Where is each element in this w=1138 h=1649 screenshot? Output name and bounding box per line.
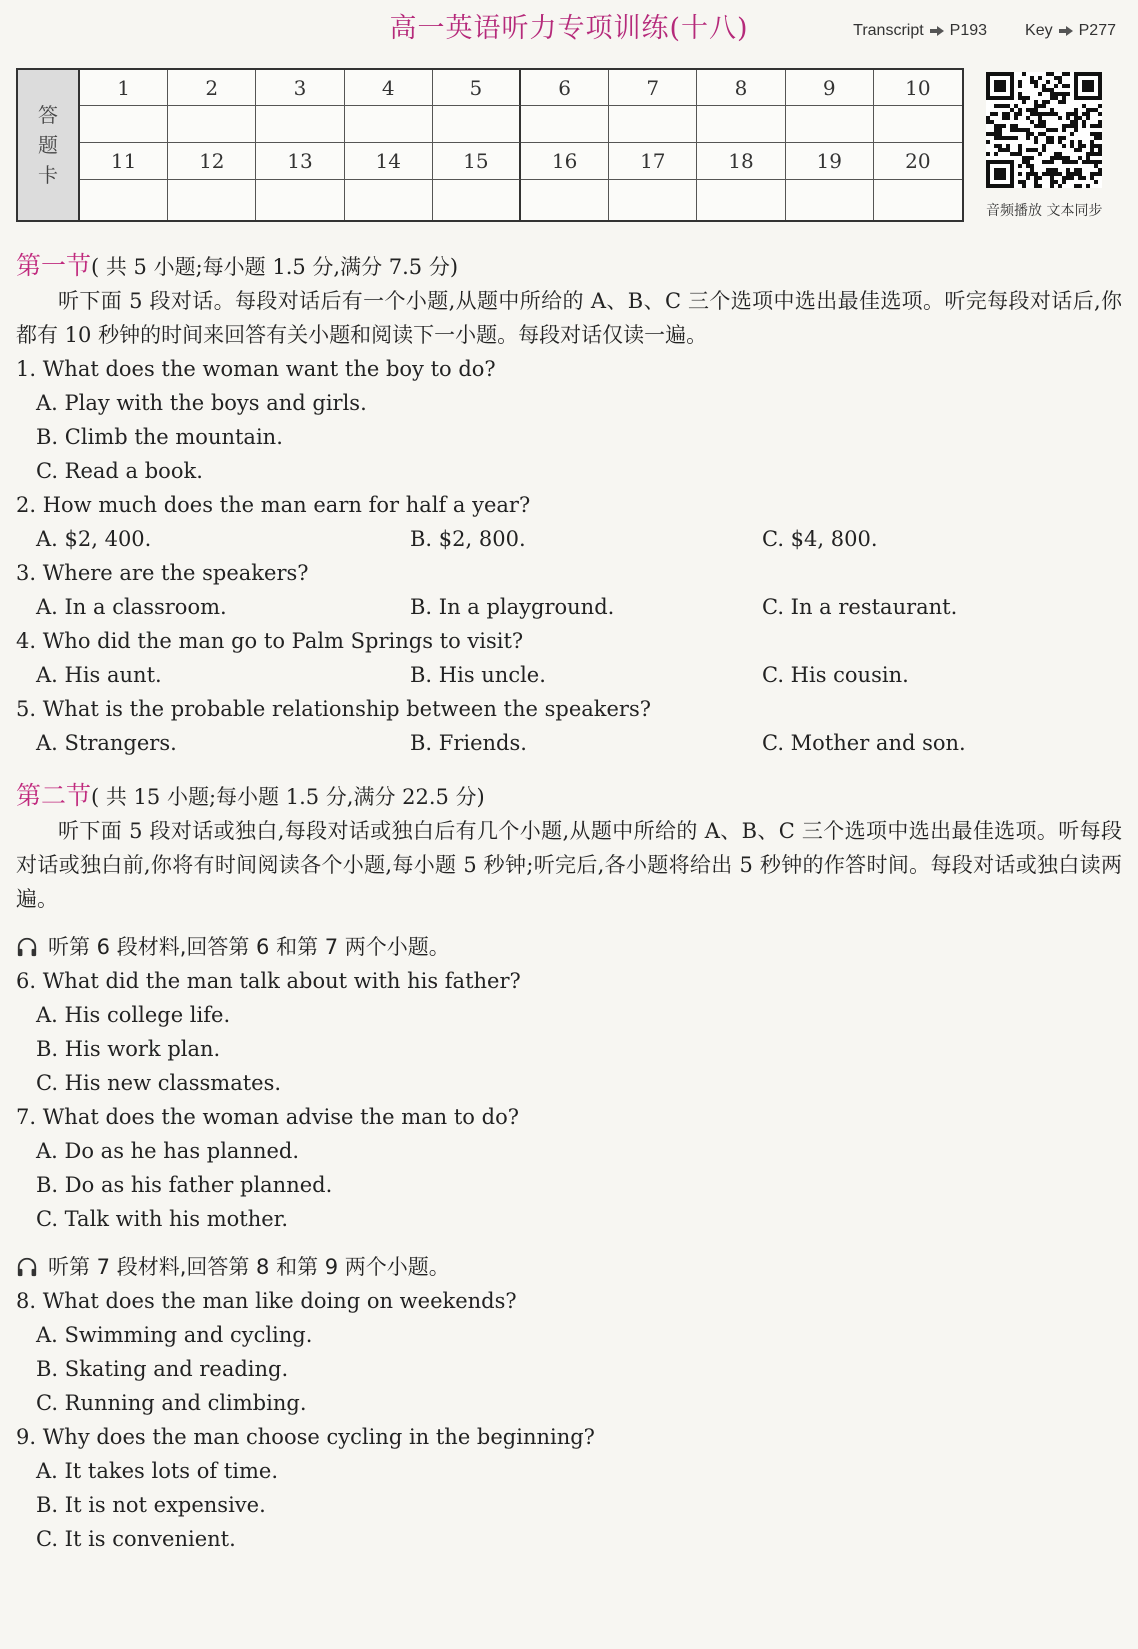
answer-input-cell[interactable]	[433, 180, 521, 220]
answer-input-cell[interactable]	[697, 106, 785, 143]
material-6-heading	[16, 930, 1122, 964]
qr-caption: 音频播放 文本同步	[986, 203, 1103, 219]
question-number-cell: 15	[433, 143, 521, 180]
answer-option[interactable]: C. Read a book.	[36, 459, 203, 483]
answer-option[interactable]: A. Play with the boys and girls.	[36, 391, 367, 415]
question-stem: 7. What does the woman advise the man to do?	[16, 1105, 519, 1129]
options-row	[16, 522, 1122, 556]
answer-option[interactable]: A. Strangers.	[36, 731, 177, 755]
question-number-cell: 6	[521, 70, 609, 106]
answer-option[interactable]: C. In a restaurant.	[762, 595, 958, 619]
page-title: 高一英语听力专项训练(十八)	[389, 13, 749, 44]
question-number-cell: 10	[874, 70, 962, 106]
answer-input-cell[interactable]	[609, 106, 697, 143]
key-link[interactable]	[1025, 22, 1116, 40]
transcript-label: Transcript	[853, 22, 924, 39]
material-7-heading	[16, 1250, 1122, 1284]
answer-option[interactable]: C. $4, 800.	[762, 527, 878, 551]
question-stem: 6. What did the man talk about with his father?	[16, 969, 521, 993]
answer-option[interactable]: B. His uncle.	[410, 663, 546, 687]
answer-input-cell[interactable]	[433, 106, 521, 143]
answer-input-cell[interactable]	[786, 180, 874, 220]
answer-option[interactable]: B. $2, 800.	[410, 527, 526, 551]
answer-input-cell[interactable]	[345, 180, 433, 220]
material-6-text: 听第 6 段材料,回答第 6 和第 7 两个小题。	[48, 935, 450, 959]
answer-input-cell[interactable]	[256, 180, 344, 220]
question-stem: 2. How much does the man earn for half a year?	[16, 493, 531, 517]
transcript-link[interactable]	[853, 22, 987, 40]
answer-option[interactable]: A. His aunt.	[36, 663, 162, 687]
qr-code-icon[interactable]	[986, 72, 1102, 188]
question-number-cell: 17	[609, 143, 697, 180]
section1-instruction: 听下面 5 段对话。每段对话后有一个小题,从题中所给的 A、B、C 三个选项中选出最佳选项。听完每段对话后,你都有 10 秒钟的时间来回答有关小题和阅读下一小题。每段对话仅读一遍。	[16, 289, 1122, 347]
answer-card-grid	[80, 70, 962, 220]
question-stem: 9. Why does the man choose cycling in the beginning?	[16, 1425, 595, 1449]
answer-input-cell[interactable]	[521, 106, 609, 143]
answer-option[interactable]: B. Do as his father planned.	[36, 1173, 333, 1197]
answer-option[interactable]: C. Mother and son.	[762, 731, 966, 755]
headphones-icon[interactable]	[16, 1256, 38, 1278]
question-number-cell: 11	[80, 143, 168, 180]
section2-heading	[16, 778, 1122, 814]
question-stem: 1. What does the woman want the boy to do?	[16, 357, 496, 381]
answer-option[interactable]: C. Running and climbing.	[36, 1391, 307, 1415]
header-links	[853, 22, 1116, 40]
question-number-cell: 2	[168, 70, 256, 106]
answer-input-cell[interactable]	[345, 106, 433, 143]
answer-option[interactable]: B. Friends.	[410, 731, 527, 755]
answer-option[interactable]: A. It takes lots of time.	[36, 1459, 279, 1483]
question-number-cell: 1	[80, 70, 168, 106]
answer-option[interactable]: A. Do as he has planned.	[36, 1139, 300, 1163]
answer-input-cell[interactable]	[786, 106, 874, 143]
question-stem: 8. What does the man like doing on weekends?	[16, 1289, 517, 1313]
answer-input-cell[interactable]	[80, 180, 168, 220]
question-number-cell: 4	[345, 70, 433, 106]
key-label: Key	[1025, 22, 1053, 39]
qr-block	[986, 72, 1102, 220]
answer-input-cell[interactable]	[609, 180, 697, 220]
card-label-char: 题	[38, 133, 58, 157]
question-number-cell: 13	[256, 143, 344, 180]
question-number-cell: 12	[168, 143, 256, 180]
answer-input-cell[interactable]	[256, 106, 344, 143]
answer-input-cell[interactable]	[168, 106, 256, 143]
arrow-right-icon	[1059, 26, 1073, 36]
answer-card-label	[18, 70, 80, 220]
answer-input-cell[interactable]	[521, 180, 609, 220]
key-page: P277	[1078, 22, 1116, 39]
question-number-cell: 9	[786, 70, 874, 106]
question-stem: 3. Where are the speakers?	[16, 561, 309, 585]
question-number-cell: 5	[433, 70, 521, 106]
answer-input-cell[interactable]	[874, 106, 962, 143]
section2-info: ( 共 15 小题;每小题 1.5 分,满分 22.5 分)	[91, 785, 485, 809]
answer-option[interactable]: B. It is not expensive.	[36, 1493, 266, 1517]
section2-instruction: 听下面 5 段对话或独白,每段对话或独白后有几个小题,从题中所给的 A、B、C 三个选项中选出最佳选项。听每段对话或独白前,你将有时间阅读各个小题,每小题 5 秒钟;听完后,各小题将给出 5 秒钟的作答时间。每段对话或独白读两遍。	[16, 819, 1122, 911]
question-number-cell: 20	[874, 143, 962, 180]
headphones-icon[interactable]	[16, 936, 38, 958]
answer-option[interactable]: A. His college life.	[36, 1003, 231, 1027]
arrow-right-icon	[930, 26, 944, 36]
options-row	[16, 658, 1122, 692]
answer-input-cell[interactable]	[168, 180, 256, 220]
question-number-cell: 19	[786, 143, 874, 180]
question-number-cell: 18	[697, 143, 785, 180]
options-row	[16, 590, 1122, 624]
question-number-cell: 3	[256, 70, 344, 106]
answer-option[interactable]: A. In a classroom.	[36, 595, 227, 619]
answer-input-cell[interactable]	[80, 106, 168, 143]
answer-option[interactable]: A. Swimming and cycling.	[36, 1323, 313, 1347]
answer-option[interactable]: B. Climb the mountain.	[36, 425, 283, 449]
answer-option[interactable]: C. His new classmates.	[36, 1071, 282, 1095]
card-label-char: 答	[38, 103, 58, 127]
card-label-char: 卡	[38, 163, 58, 187]
options-row	[16, 726, 1122, 760]
answer-option[interactable]: B. His work plan.	[36, 1037, 221, 1061]
question-number-cell: 14	[345, 143, 433, 180]
answer-input-cell[interactable]	[697, 180, 785, 220]
question-number-cell: 7	[609, 70, 697, 106]
answer-card	[16, 68, 964, 222]
answer-input-cell[interactable]	[874, 180, 962, 220]
section2-title: 第二节	[16, 781, 92, 810]
answer-option[interactable]: C. His cousin.	[762, 663, 909, 687]
question-number-cell: 16	[521, 143, 609, 180]
answer-option[interactable]: C. It is convenient.	[36, 1527, 236, 1551]
answer-option[interactable]: B. Skating and reading.	[36, 1357, 289, 1381]
answer-option[interactable]: C. Talk with his mother.	[36, 1207, 289, 1231]
section1-info: ( 共 5 小题;每小题 1.5 分,满分 7.5 分)	[91, 255, 459, 279]
section1-title: 第一节	[16, 251, 92, 280]
material-7-text: 听第 7 段材料,回答第 8 和第 9 两个小题。	[48, 1255, 450, 1279]
transcript-page: P193	[949, 22, 988, 39]
question-content	[16, 248, 1122, 1556]
question-stem: 4. Who did the man go to Palm Springs to visit?	[16, 629, 524, 653]
answer-option[interactable]: A. $2, 400.	[36, 527, 152, 551]
answer-option[interactable]: B. In a playground.	[410, 595, 615, 619]
section1-heading	[16, 248, 1122, 284]
question-number-cell: 8	[697, 70, 785, 106]
question-stem: 5. What is the probable relationship between the speakers?	[16, 697, 652, 721]
